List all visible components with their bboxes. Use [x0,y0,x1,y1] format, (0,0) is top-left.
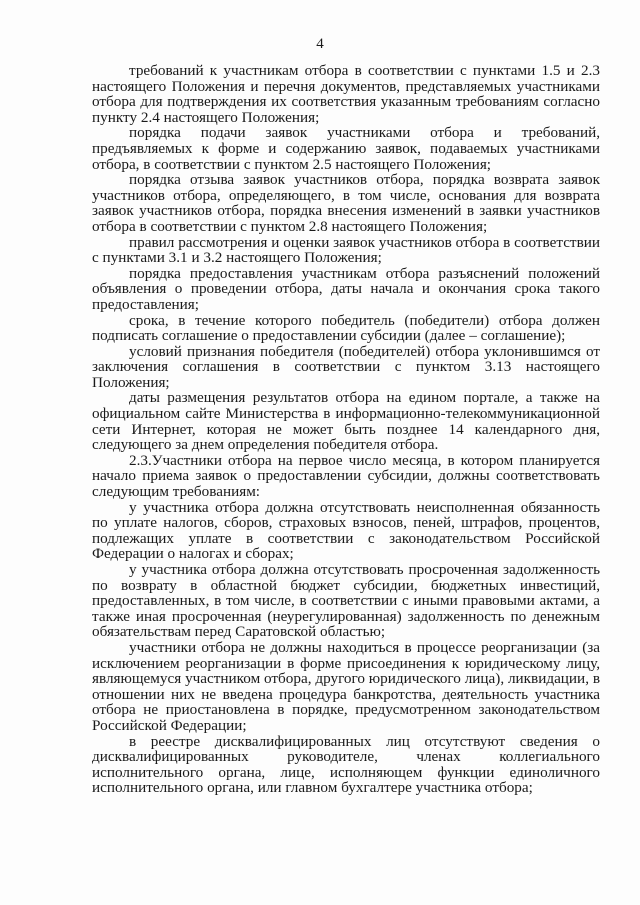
page-number: 4 [316,36,324,52]
paragraph-tax-obligations: у участника отбора должна отсутствовать неисполненная обязанность по уплате налогов, сборов, страховых взносов, пеней, штрафов, процентов, подлежащих уплате в соответствии с законодательством Российской Федерации о налогах и сборах; [92,498,600,563]
paragraph-disqualified-persons: в реестре дисквалифицированных лиц отсутствуют сведения о дисквалифицированных руководителе, членах коллегиального исполнительного органа, лице, исполняющем функции единоличного исполнительного органа, или главном бухгалтере участника отбора; [92,732,600,797]
paragraph-signing-deadline: срока, в течение которого победитель (победители) отбора должен подписать соглашение о предоставлении субсидии (далее – соглашение); [92,311,600,345]
paragraph-submission-procedure: порядка подачи заявок участниками отбора и требований, предъявляемых к форме и содержанию заявок, подаваемых участниками отбора, в соответствии с пунктом 2.5 настоящего Положения; [92,124,600,173]
paragraph-reorganization: участники отбора не должны находиться в процессе реорганизации (за исключением реорганизации в форме присоединения к юридическому лицу, являющемуся участником отбора, другого юридического лица), ликвидации, в отношении них не введена процедура банкротства, деятельность участника отбора не приостановлена в порядке, предусмотренном законодательством Российской Федерации; [92,638,600,734]
paragraph-overdue-debt: у участника отбора должна отсутствовать просроченная задолженность по возврату в областной бюджет субсидии, бюджетных инвестиций, предоставленных, в том числе, в соответствии с иными правовыми актами, а также иная просроченная (неурегулированная) задолженность по денежным обязательствам перед Саратовской областью; [92,561,600,641]
document-body [92,63,600,796]
paragraph-evasion-conditions: условий признания победителя (победителей) отбора уклонившимся от заключения соглашения в соответствии с пунктом 3.13 настоящего Положения; [92,342,600,391]
paragraph-clarifications: порядка предоставления участникам отбора разъяснений положений объявления о проведении отбора, даты начала и окончания срока такого предоставления; [92,264,600,313]
paragraph-review-rules: правил рассмотрения и оценки заявок участников отбора в соответствии с пунктами 3.1 и 3.2 настоящего Положения; [92,233,600,267]
paragraph-withdrawal-procedure: порядка отзыва заявок участников отбора, порядка возврата заявок участников отбора, определяющего, в том числе, основания для возврата заявок участников отбора, порядка внесения изменений в заявки участников отбора в соответствии с пунктом 2.8 настоящего Положения; [92,171,600,235]
paragraph-results-publication: даты размещения результатов отбора на едином портале, а также на официальном сайте Министерства в информационно-телекоммуникационной сети Интернет, которая не может быть позднее 14 календарного дня, следующего за днем определения победителя отбора. [92,389,600,454]
paragraph-section-2-3: 2.3.Участники отбора на первое число месяца, в котором планируется начало приема заявок о предоставлении субсидии, должны соответствовать следующим требованиям: [92,451,600,501]
paragraph-requirements-list: требований к участникам отбора в соответствии с пунктами 1.5 и 2.3 настоящего Положения и перечня документов, представляемых участниками отбора для подтверждения их соответствия указанным требованиям согласно пункту 2.4 настоящего Положения; [92,62,600,126]
